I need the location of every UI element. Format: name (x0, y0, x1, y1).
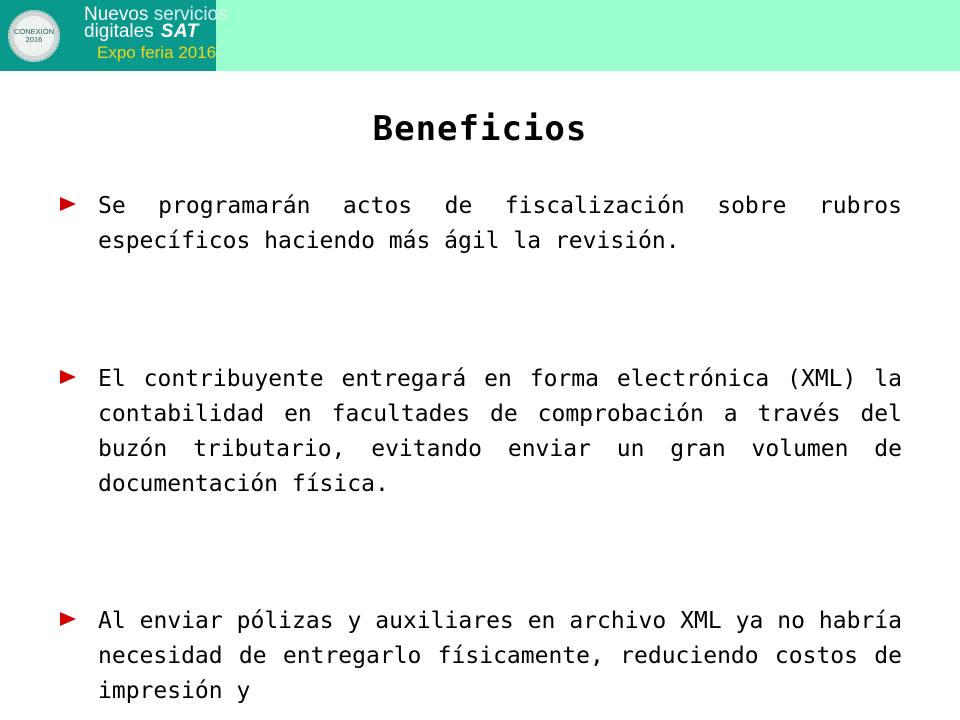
logo-word-digitales: digitales (84, 21, 154, 42)
bullet-text: El contribuyente entregará en forma electrónica (XML) la contabilidad en facultades de comprobación a través del buzón tributario, evitando enviar un gran volumen de documentación física. (98, 366, 902, 497)
logo-word-nuevos: Nuevos (84, 4, 149, 25)
sat-wordmark: SAT (160, 21, 199, 42)
bullet-arrow-icon (60, 370, 76, 384)
header-bar (0, 0, 960, 71)
expo-feria-logo (0, 0, 228, 71)
bullet-arrow-icon (60, 612, 76, 626)
logo-line-expo: Expo feria 2016 (97, 43, 217, 62)
slide-title: Beneficios (372, 109, 588, 149)
bullet-text: Se programarán actos de fiscalización sobre rubros específicos haciendo más ágil la revisión. (98, 193, 902, 254)
seal-text-line1: CONEXIÓN (13, 27, 54, 36)
logo-line-2 (84, 21, 199, 43)
logo-word-servicios: servicios (153, 4, 228, 25)
bullet-text: Al enviar pólizas y auxiliares en archivo XML ya no habría necesidad de entregarlo físicamente, reduciendo costos de impresión y (98, 608, 902, 704)
bullet-arrow-icon (60, 197, 76, 211)
seal-text (7, 28, 61, 44)
seal-text-line2: 2016 (25, 35, 43, 44)
